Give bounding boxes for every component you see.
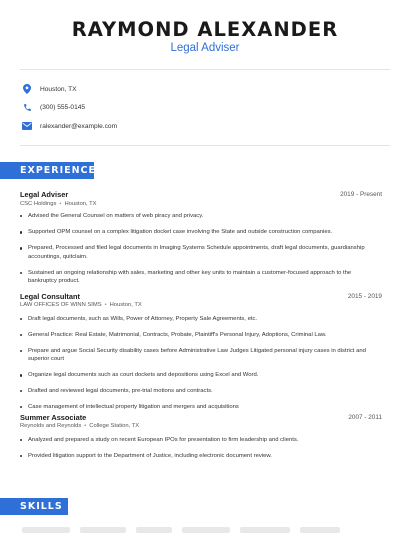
job-company: Reynolds and Reynolds xyxy=(20,423,82,429)
job-bullets xyxy=(20,212,380,286)
location-pin-icon xyxy=(22,84,32,94)
bullet-item: Draft legal documents, such as Wills, Power of Attorney, Property Sale Agreements, etc. xyxy=(20,315,380,323)
contact-email xyxy=(22,121,117,131)
separator-dot: • xyxy=(59,201,62,207)
phone-icon xyxy=(22,102,32,112)
skill-chip xyxy=(80,527,126,533)
job-dates: 2015 - 2019 xyxy=(347,293,382,300)
bullet-item: Sustained an ongoing relationship with sales, marketing and other key units to maintain a customer-focused approach to the bankruptcy product. xyxy=(20,269,380,286)
job-location: College Station, TX xyxy=(89,423,140,429)
job-company-line xyxy=(20,423,139,429)
bullet-item: Drafted and reviewed legal documents, pre-trial motions and contracts. xyxy=(20,387,380,395)
contact-divider xyxy=(20,145,390,146)
skill-chip xyxy=(240,527,290,533)
job-bullets xyxy=(20,436,380,460)
job-company-line xyxy=(20,302,142,308)
job-company: CSC Holdings xyxy=(20,201,57,207)
header-divider xyxy=(20,69,390,70)
bullet-item: Prepared, Processed and filed legal documents in Imaging Systems Schedule appointments, draft legal documents, guardianship accountings, quitclaim. xyxy=(20,244,380,261)
bullet-item: Supported OPM counsel on a complex litigation docket case involving the State and outside construction companies. xyxy=(20,228,380,236)
skill-chip xyxy=(182,527,230,533)
location-text: Houston, TX xyxy=(40,85,77,93)
job-company-line xyxy=(20,201,97,207)
contact-location xyxy=(22,84,77,94)
phone-text: (300) 555-0145 xyxy=(40,103,86,111)
bullet-item: Organize legal documents such as court dockets and depositions using Excel and Word. xyxy=(20,371,380,379)
separator-dot: • xyxy=(84,423,87,429)
job-dates: 2007 - 2011 xyxy=(348,414,382,421)
email-text[interactable]: ralexander@example.com xyxy=(40,122,118,130)
contact-phone xyxy=(22,102,85,112)
bullet-item: Analyzed and prepared a study on recent European IPOs for presentation to firm leadership and clients. xyxy=(20,436,380,444)
bullet-item: Provided litigation support to the Department of Justice, including electronic document review. xyxy=(20,452,380,460)
job-company: LAW OFFICES OF WINN SIMS xyxy=(20,302,102,308)
experience-heading: EXPERIENCE xyxy=(0,162,94,179)
job-location: Houston, TX xyxy=(109,302,142,308)
skill-chip xyxy=(136,527,172,533)
email-icon xyxy=(22,121,32,131)
job-title: Legal Consultant xyxy=(20,292,80,301)
bullet-item: General Practice: Real Estate, Matrimonial, Contracts, Probate, Plaintiff's Personal Injury, Adoptions, Criminal Law. xyxy=(20,331,380,339)
bullet-item: Case management of intellectual property litigation and mergers and acquisitions xyxy=(20,403,380,411)
bullet-item: Prepare and argue Social Security disability cases before Administrative Law Judges Litigated personal injury cases in district and superior court xyxy=(20,347,380,364)
separator-dot: • xyxy=(104,302,107,308)
candidate-name: RAYMOND ALEXANDER xyxy=(71,18,339,41)
bullet-item: Advised the General Counsel on matters of web piracy and privacy. xyxy=(20,212,380,220)
skill-chip xyxy=(22,527,70,533)
job-title: Legal Adviser xyxy=(20,190,69,199)
job-bullets xyxy=(20,315,380,411)
job-location: Houston, TX xyxy=(64,201,97,207)
job-dates: 2019 - Present xyxy=(340,191,382,198)
candidate-title: Legal Adviser xyxy=(170,42,240,54)
skill-chip xyxy=(300,527,340,533)
skills-heading: SKILLS xyxy=(0,498,68,515)
job-title: Summer Associate xyxy=(20,413,87,422)
